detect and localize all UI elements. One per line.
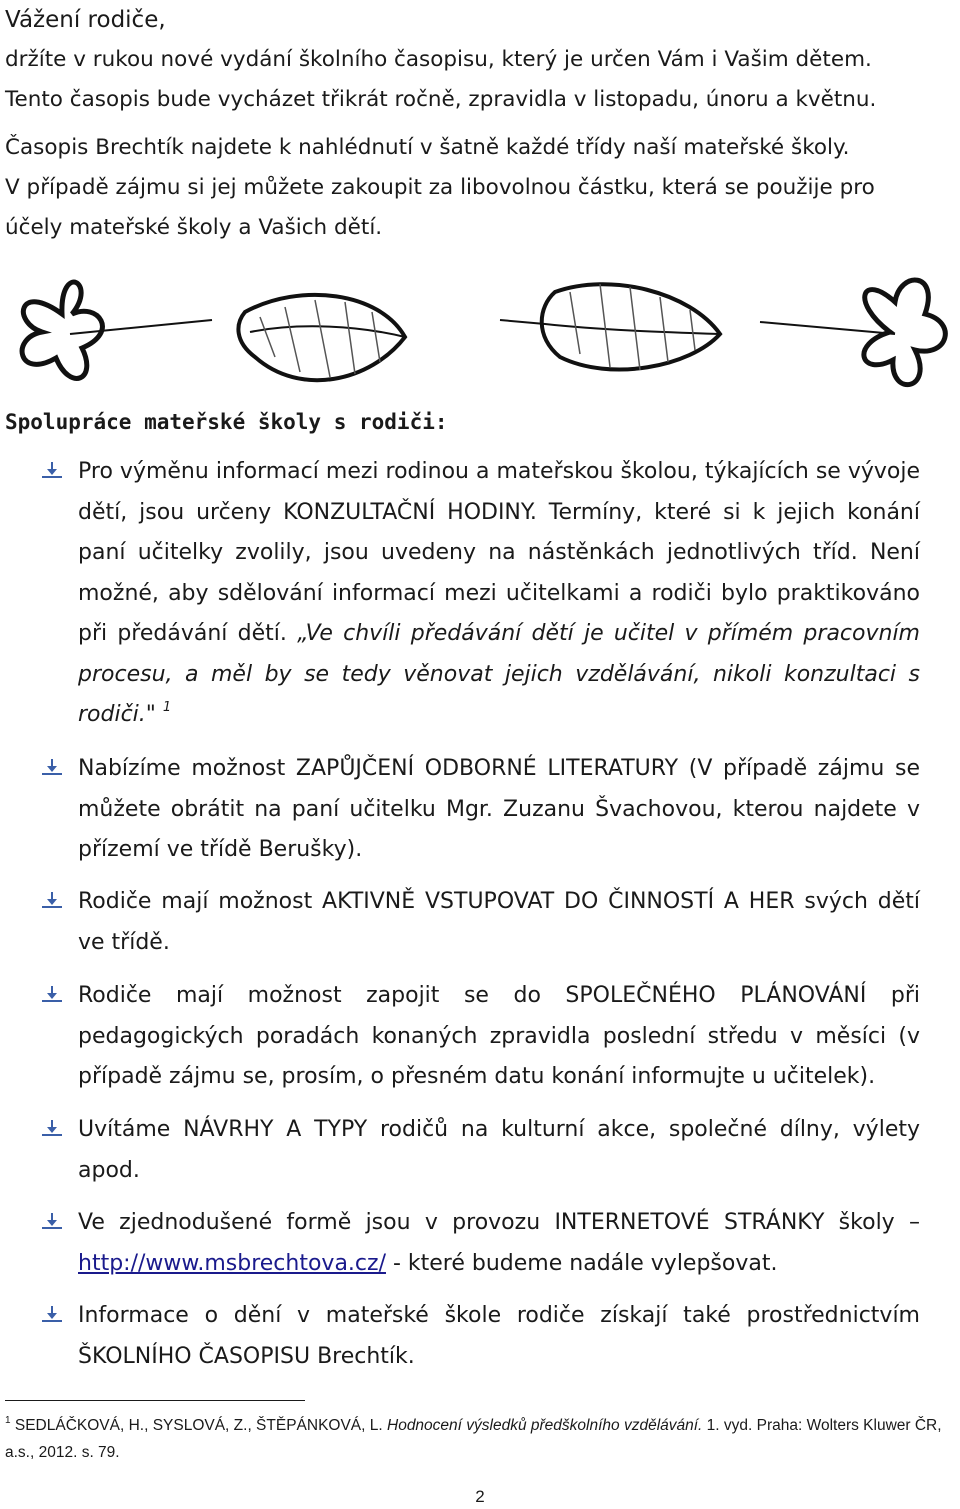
intro-paragraph — [5, 40, 955, 248]
footnote-reference[interactable]: 1 — [162, 700, 172, 715]
decorative-leaf-drawings — [0, 262, 960, 402]
arrow-bullet-icon — [42, 1213, 62, 1231]
list-item-text: Informace o dění v mateřské škole rodiče získají také prostřednictvím ŠKOLNÍHO ČASOPISU Brechtík. — [78, 1303, 920, 1369]
list-item — [42, 1296, 920, 1377]
footnote-mark: 1 — [5, 1415, 11, 1426]
website-link[interactable]: http://www.msbrechtova.cz/ — [78, 1250, 386, 1276]
list-item-body: Ve zjednodušené formě jsou v provozu INTERNETOVÉ STRÁNKY školy – — [78, 1210, 920, 1235]
page-number: 2 — [475, 1487, 485, 1506]
list-item-text: Uvítáme NÁVRHY A TYPY rodičů na kulturní akce, společné dílny, výlety apod. — [78, 1117, 920, 1183]
intro-line: držíte v rukou nové vydání školního časopisu, který je určen Vám i Vašim dětem. — [5, 47, 872, 72]
section-heading: Spolupráce mateřské školy s rodiči: — [5, 410, 448, 434]
list-item-text — [78, 452, 920, 736]
footnote-divider — [5, 1400, 305, 1401]
list-item-text: Rodiče mají možnost AKTIVNĚ VSTUPOVAT DO ČINNOSTÍ A HER svých dětí ve třídě. — [78, 889, 920, 955]
arrow-bullet-icon — [42, 1120, 62, 1138]
list-item-text: Rodiče mají možnost zapojit se do SPOLEČNÉHO PLÁNOVÁNÍ při pedagogických poradách konaných zpravidla poslední středu v měsíci (v případě zájmu se, prosím, o přesném datu konání informujte u učitelek). — [78, 983, 920, 1089]
list-item — [42, 452, 920, 736]
footnote-authors: SEDLÁČKOVÁ, H., SYSLOVÁ, Z., ŠTĚPÁNKOVÁ, L. — [10, 1417, 387, 1434]
arrow-bullet-icon — [42, 462, 62, 480]
arrow-bullet-icon — [42, 892, 62, 910]
intro-line: V případě zájmu si jej můžete zakoupit za libovolnou částku, která se použije pro — [5, 175, 875, 200]
intro-line: účely mateřské školy a Vašich dětí. — [5, 215, 383, 240]
leaf-drawing-2 — [238, 295, 405, 380]
list-item — [42, 882, 920, 963]
quote-text: „Ve chvíli předávání dětí je učitel v přímém pracovním procesu, a měl by se tedy věnovat jejich vzdělávání, nikoli konzultaci s rodiči." — [78, 621, 920, 727]
greeting: Vážení rodiče, — [5, 7, 166, 33]
footnote-title: Hodnocení výsledků předškolního vzdělávání. — [387, 1417, 703, 1434]
footnote — [5, 1412, 945, 1466]
list-item-body: - které budeme nadále vylepšovat. — [385, 1250, 778, 1276]
arrow-bullet-icon — [42, 759, 62, 777]
list-item-text — [78, 1203, 920, 1284]
intro-line: Časopis Brechtík najdete k nahlédnutí v šatně každé třídy naší mateřské školy. — [5, 135, 850, 160]
leaf-drawing-3 — [500, 284, 720, 370]
arrow-bullet-icon — [42, 1306, 62, 1324]
list-item — [42, 1110, 920, 1191]
leaf-drawing-4 — [760, 280, 945, 385]
intro-line: Tento časopis bude vycházet třikrát ročně, zpravidla v listopadu, únoru a květnu. — [5, 87, 877, 112]
list-item — [42, 976, 920, 1098]
list-item — [42, 1203, 920, 1284]
list-item — [42, 749, 920, 871]
list-item-text: Nabízíme možnost ZAPŮJČENÍ ODBORNÉ LITERATURY (V případě zájmu se můžete obrátit na paní učitelku Mgr. Zuzanu Švachovou, kterou najdete v přízemí ve třídě Berušky). — [78, 756, 920, 862]
list-item-body: Pro výměnu informací mezi rodinou a mateřskou školou, týkajících se vývoje dětí, jsou určeny KONZULTAČNÍ HODINY. Termíny, které si k jejich konání paní učitelky zvolily, jsou uvedeny na nástěnkách jednotlivých tříd. Není možné, aby sdělování informací mezi učitelkami a rodiči bylo praktikováno při předávání dětí. — [78, 459, 920, 646]
leaf-drawing-1 — [22, 282, 212, 378]
arrow-bullet-icon — [42, 986, 62, 1004]
footnote-publication: 1. vyd. Praha: Wolters Kluwer ČR, a.s., 2012. s. 79. — [5, 1417, 942, 1461]
